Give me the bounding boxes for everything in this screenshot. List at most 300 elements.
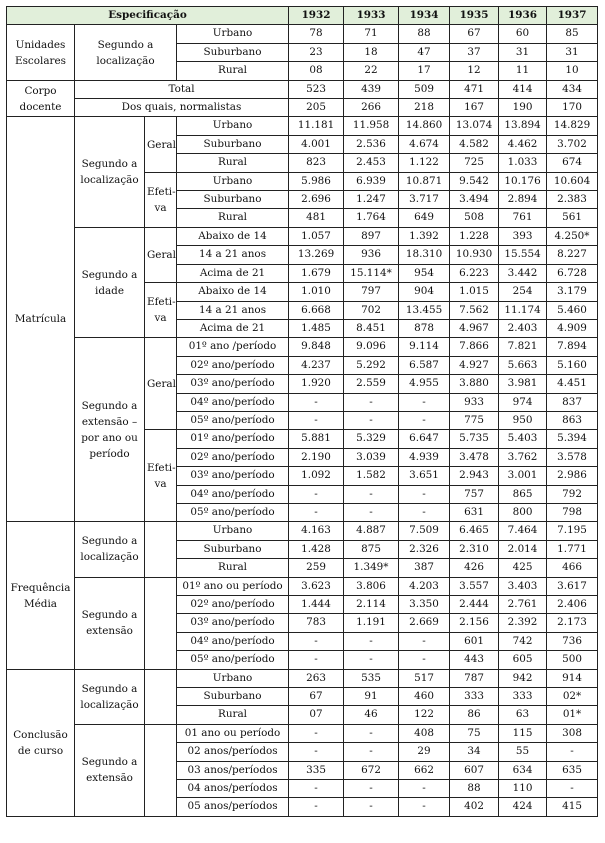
value-cell: 797: [344, 283, 399, 301]
value-cell: 2.453: [344, 154, 399, 172]
row-label: 02º ano/período: [177, 356, 289, 374]
value-cell: -: [399, 411, 450, 429]
value-cell: 07: [289, 706, 344, 724]
value-cell: 1.122: [399, 154, 450, 172]
row-label: 05 anos/períodos: [177, 798, 289, 816]
value-cell: -: [547, 780, 598, 798]
value-cell: 2.986: [547, 467, 598, 485]
value-cell: 13.269: [289, 246, 344, 264]
value-cell: 3.442: [499, 264, 547, 282]
value-cell: 67: [450, 25, 499, 43]
value-cell: -: [289, 411, 344, 429]
value-cell: 4.967: [450, 319, 499, 337]
value-cell: 914: [547, 669, 598, 687]
value-cell: 2.761: [499, 596, 547, 614]
table-row: [7, 338, 598, 356]
value-cell: 335: [289, 761, 344, 779]
value-cell: 517: [399, 669, 450, 687]
value-cell: 5.403: [499, 430, 547, 448]
value-cell: 2.014: [499, 540, 547, 558]
value-cell: 904: [399, 283, 450, 301]
header-year: 1936: [499, 7, 547, 25]
value-cell: -: [344, 393, 399, 411]
row-label: Abaixo de 14: [177, 227, 289, 245]
value-cell: 3.557: [450, 577, 499, 595]
value-cell: -: [344, 780, 399, 798]
row-label: 02 anos/períodos: [177, 743, 289, 761]
value-cell: 3.578: [547, 448, 598, 466]
value-cell: 823: [289, 154, 344, 172]
row-label: 04 anos/períodos: [177, 780, 289, 798]
value-cell: 71: [344, 25, 399, 43]
value-cell: 6.647: [399, 430, 450, 448]
value-cell: 7.821: [499, 338, 547, 356]
value-cell: 4.001: [289, 135, 344, 153]
row-label: Rural: [177, 559, 289, 577]
value-cell: 31: [547, 43, 598, 61]
value-cell: 1.247: [344, 191, 399, 209]
group-label: Segundo a extensão – por ano ou período: [75, 338, 145, 522]
value-cell: 7.894: [547, 338, 598, 356]
subgroup-label: Geral: [145, 117, 177, 172]
value-cell: 2.310: [450, 540, 499, 558]
value-cell: 308: [547, 724, 598, 742]
value-cell: 408: [399, 724, 450, 742]
value-cell: 702: [344, 301, 399, 319]
value-cell: 605: [499, 651, 547, 669]
value-cell: -: [344, 798, 399, 816]
value-cell: 414: [499, 80, 547, 98]
value-cell: 6.465: [450, 522, 499, 540]
value-cell: 1.191: [344, 614, 399, 632]
value-cell: 443: [450, 651, 499, 669]
value-cell: 1.092: [289, 467, 344, 485]
value-cell: 635: [547, 761, 598, 779]
value-cell: 6.728: [547, 264, 598, 282]
value-cell: 3.623: [289, 577, 344, 595]
row-label: 14 a 21 anos: [177, 301, 289, 319]
value-cell: 674: [547, 154, 598, 172]
value-cell: 3.403: [499, 577, 547, 595]
table-row: [7, 117, 598, 135]
section-label-matricula: Matrícula: [7, 117, 75, 522]
value-cell: 761: [499, 209, 547, 227]
row-label: 04º ano/período: [177, 632, 289, 650]
value-cell: 17: [399, 62, 450, 80]
group-gap: [145, 577, 177, 669]
value-cell: -: [289, 632, 344, 650]
value-cell: 535: [344, 669, 399, 687]
value-cell: 415: [547, 798, 598, 816]
value-cell: 4.582: [450, 135, 499, 153]
value-cell: 508: [450, 209, 499, 227]
value-cell: 460: [399, 688, 450, 706]
value-cell: 865: [499, 485, 547, 503]
subgroup-label: Geral: [145, 227, 177, 282]
value-cell: 254: [499, 283, 547, 301]
value-cell: 4.250*: [547, 227, 598, 245]
value-cell: 863: [547, 411, 598, 429]
value-cell: 01*: [547, 706, 598, 724]
row-label: Suburbano: [177, 688, 289, 706]
value-cell: 5.881: [289, 430, 344, 448]
value-cell: -: [344, 743, 399, 761]
value-cell: 10.930: [450, 246, 499, 264]
value-cell: 736: [547, 632, 598, 650]
row-label: Rural: [177, 209, 289, 227]
row-label: Acima de 21: [177, 264, 289, 282]
value-cell: 481: [289, 209, 344, 227]
value-cell: 2.406: [547, 596, 598, 614]
value-cell: 7.866: [450, 338, 499, 356]
table-row: [7, 577, 598, 595]
header-row: [7, 7, 598, 25]
header-year: 1932: [289, 7, 344, 25]
value-cell: 22: [344, 62, 399, 80]
header-year: 1934: [399, 7, 450, 25]
value-cell: 75: [450, 724, 499, 742]
value-cell: 1.920: [289, 375, 344, 393]
value-cell: 11: [499, 62, 547, 80]
value-cell: 3.001: [499, 467, 547, 485]
subgroup-label: Efeti- va: [145, 283, 177, 338]
value-cell: 8.451: [344, 319, 399, 337]
value-cell: 4.674: [399, 135, 450, 153]
value-cell: -: [399, 632, 450, 650]
value-cell: 91: [344, 688, 399, 706]
value-cell: 4.909: [547, 319, 598, 337]
section-label-unidades: Unidades Escolares: [7, 25, 75, 80]
value-cell: 2.392: [499, 614, 547, 632]
value-cell: 950: [499, 411, 547, 429]
row-label: 01 ano ou período: [177, 724, 289, 742]
value-cell: 5.735: [450, 430, 499, 448]
row-label: Rural: [177, 62, 289, 80]
value-cell: 15.114*: [344, 264, 399, 282]
row-label: Suburbano: [177, 135, 289, 153]
value-cell: -: [399, 503, 450, 521]
value-cell: 08: [289, 62, 344, 80]
value-cell: 6.668: [289, 301, 344, 319]
value-cell: 742: [499, 632, 547, 650]
value-cell: 1.392: [399, 227, 450, 245]
row-label: Suburbano: [177, 191, 289, 209]
section-label-conclusao: Conclusão de curso: [7, 669, 75, 816]
value-cell: 4.887: [344, 522, 399, 540]
value-cell: 9.848: [289, 338, 344, 356]
value-cell: -: [289, 743, 344, 761]
table-row: [7, 25, 598, 43]
value-cell: 18: [344, 43, 399, 61]
value-cell: 434: [547, 80, 598, 98]
value-cell: 55: [499, 743, 547, 761]
value-cell: 88: [450, 780, 499, 798]
group-gap: [145, 522, 177, 577]
value-cell: 471: [450, 80, 499, 98]
table-row: [7, 99, 598, 117]
value-cell: 37: [450, 43, 499, 61]
value-cell: 60: [499, 25, 547, 43]
value-cell: 6.223: [450, 264, 499, 282]
value-cell: 3.717: [399, 191, 450, 209]
table-body: [7, 25, 598, 816]
subgroup-label: Efeti- va: [145, 430, 177, 522]
value-cell: 29: [399, 743, 450, 761]
value-cell: 387: [399, 559, 450, 577]
value-cell: -: [399, 485, 450, 503]
row-label: 03º ano/período: [177, 467, 289, 485]
row-label: 03 anos/períodos: [177, 761, 289, 779]
group-gap: [145, 724, 177, 816]
row-label: 02º ano/período: [177, 596, 289, 614]
value-cell: -: [289, 485, 344, 503]
value-cell: 837: [547, 393, 598, 411]
value-cell: 1.033: [499, 154, 547, 172]
value-cell: 02*: [547, 688, 598, 706]
value-cell: 725: [450, 154, 499, 172]
value-cell: 1.771: [547, 540, 598, 558]
value-cell: -: [399, 651, 450, 669]
value-cell: 8.227: [547, 246, 598, 264]
group-label: Segundo a extensão: [75, 724, 145, 816]
row-label: Suburbano: [177, 540, 289, 558]
value-cell: 2.114: [344, 596, 399, 614]
header-year: 1935: [450, 7, 499, 25]
value-cell: 78: [289, 25, 344, 43]
value-cell: 266: [344, 99, 399, 117]
section-label-frequencia: Frequência Média: [7, 522, 75, 669]
statistics-table: [6, 6, 598, 817]
value-cell: 634: [499, 761, 547, 779]
value-cell: 14.829: [547, 117, 598, 135]
value-cell: -: [344, 724, 399, 742]
row-label: 04º ano/período: [177, 485, 289, 503]
row-label: Dos quais, normalistas: [75, 99, 289, 117]
value-cell: 13.074: [450, 117, 499, 135]
value-cell: 2.383: [547, 191, 598, 209]
group-label: Segundo a extensão: [75, 577, 145, 669]
value-cell: 218: [399, 99, 450, 117]
row-label: 02º ano/período: [177, 448, 289, 466]
value-cell: 13.455: [399, 301, 450, 319]
header-year: 1933: [344, 7, 399, 25]
value-cell: 1.679: [289, 264, 344, 282]
row-label: Total: [75, 80, 289, 98]
value-cell: 3.762: [499, 448, 547, 466]
value-cell: 1.764: [344, 209, 399, 227]
value-cell: 3.651: [399, 467, 450, 485]
value-cell: 85: [547, 25, 598, 43]
value-cell: 2.559: [344, 375, 399, 393]
value-cell: -: [344, 632, 399, 650]
value-cell: -: [399, 798, 450, 816]
value-cell: 787: [450, 669, 499, 687]
row-label: 14 a 21 anos: [177, 246, 289, 264]
value-cell: 9.096: [344, 338, 399, 356]
value-cell: 205: [289, 99, 344, 117]
value-cell: 798: [547, 503, 598, 521]
value-cell: 425: [499, 559, 547, 577]
value-cell: 649: [399, 209, 450, 227]
value-cell: 2.444: [450, 596, 499, 614]
value-cell: 1.485: [289, 319, 344, 337]
row-label: 04º ano/período: [177, 393, 289, 411]
value-cell: 5.663: [499, 356, 547, 374]
value-cell: 10.871: [399, 172, 450, 190]
value-cell: 4.163: [289, 522, 344, 540]
row-label: 01º ano ou período: [177, 577, 289, 595]
value-cell: 2.669: [399, 614, 450, 632]
value-cell: 5.160: [547, 356, 598, 374]
value-cell: 4.927: [450, 356, 499, 374]
row-label: 03º ano/período: [177, 614, 289, 632]
value-cell: 783: [289, 614, 344, 632]
value-cell: -: [289, 798, 344, 816]
value-cell: 5.986: [289, 172, 344, 190]
row-label: 05º ano/período: [177, 411, 289, 429]
value-cell: 601: [450, 632, 499, 650]
value-cell: 424: [499, 798, 547, 816]
value-cell: 9.542: [450, 172, 499, 190]
value-cell: 10: [547, 62, 598, 80]
group-gap: [145, 669, 177, 724]
group-label: Segundo a localização: [75, 25, 177, 80]
value-cell: 34: [450, 743, 499, 761]
value-cell: 561: [547, 209, 598, 227]
value-cell: 47: [399, 43, 450, 61]
value-cell: 875: [344, 540, 399, 558]
value-cell: 10.604: [547, 172, 598, 190]
row-label: Rural: [177, 706, 289, 724]
row-label: Urbano: [177, 25, 289, 43]
value-cell: 4.939: [399, 448, 450, 466]
value-cell: 3.350: [399, 596, 450, 614]
value-cell: 63: [499, 706, 547, 724]
subgroup-label: Efeti- va: [145, 172, 177, 227]
value-cell: -: [289, 503, 344, 521]
row-label: 01º ano/período: [177, 430, 289, 448]
value-cell: -: [399, 393, 450, 411]
value-cell: 933: [450, 393, 499, 411]
value-cell: -: [344, 485, 399, 503]
value-cell: 333: [499, 688, 547, 706]
value-cell: 878: [399, 319, 450, 337]
value-cell: 3.617: [547, 577, 598, 595]
value-cell: 426: [450, 559, 499, 577]
row-label: Urbano: [177, 669, 289, 687]
value-cell: -: [344, 503, 399, 521]
value-cell: 23: [289, 43, 344, 61]
value-cell: 523: [289, 80, 344, 98]
value-cell: 1.057: [289, 227, 344, 245]
value-cell: 607: [450, 761, 499, 779]
value-cell: 12: [450, 62, 499, 80]
value-cell: -: [547, 743, 598, 761]
value-cell: 7.562: [450, 301, 499, 319]
value-cell: 942: [499, 669, 547, 687]
value-cell: 757: [450, 485, 499, 503]
value-cell: 3.494: [450, 191, 499, 209]
subgroup-label: Geral: [145, 338, 177, 430]
value-cell: 897: [344, 227, 399, 245]
value-cell: 1.444: [289, 596, 344, 614]
table-row: [7, 669, 598, 687]
group-label: Segundo a idade: [75, 227, 145, 337]
value-cell: 259: [289, 559, 344, 577]
value-cell: 800: [499, 503, 547, 521]
table-row: [7, 80, 598, 98]
value-cell: 3.702: [547, 135, 598, 153]
table-row: [7, 522, 598, 540]
value-cell: -: [399, 780, 450, 798]
value-cell: 167: [450, 99, 499, 117]
row-label: 05º ano/período: [177, 503, 289, 521]
row-label: Suburbano: [177, 43, 289, 61]
section-label-corpo: Corpo docente: [7, 80, 75, 117]
value-cell: 3.039: [344, 448, 399, 466]
value-cell: 4.462: [499, 135, 547, 153]
value-cell: 190: [499, 99, 547, 117]
value-cell: 46: [344, 706, 399, 724]
value-cell: 3.179: [547, 283, 598, 301]
value-cell: 18.310: [399, 246, 450, 264]
value-cell: 792: [547, 485, 598, 503]
value-cell: 1.428: [289, 540, 344, 558]
value-cell: 2.696: [289, 191, 344, 209]
value-cell: 11.958: [344, 117, 399, 135]
value-cell: 466: [547, 559, 598, 577]
value-cell: 631: [450, 503, 499, 521]
value-cell: 2.403: [499, 319, 547, 337]
value-cell: 672: [344, 761, 399, 779]
value-cell: 2.894: [499, 191, 547, 209]
row-label: Abaixo de 14: [177, 283, 289, 301]
value-cell: 86: [450, 706, 499, 724]
value-cell: 509: [399, 80, 450, 98]
value-cell: 115: [499, 724, 547, 742]
value-cell: 5.292: [344, 356, 399, 374]
value-cell: 2.536: [344, 135, 399, 153]
row-label: Urbano: [177, 172, 289, 190]
value-cell: 1.228: [450, 227, 499, 245]
value-cell: 2.173: [547, 614, 598, 632]
value-cell: 439: [344, 80, 399, 98]
value-cell: 13.894: [499, 117, 547, 135]
value-cell: 954: [399, 264, 450, 282]
value-cell: -: [289, 724, 344, 742]
value-cell: 5.394: [547, 430, 598, 448]
value-cell: 88: [399, 25, 450, 43]
value-cell: 4.451: [547, 375, 598, 393]
value-cell: 3.981: [499, 375, 547, 393]
table-row: [7, 227, 598, 245]
value-cell: 402: [450, 798, 499, 816]
value-cell: 936: [344, 246, 399, 264]
value-cell: 1.010: [289, 283, 344, 301]
row-label: 03º ano/período: [177, 375, 289, 393]
row-label: Rural: [177, 154, 289, 172]
value-cell: 11.174: [499, 301, 547, 319]
value-cell: 14.860: [399, 117, 450, 135]
value-cell: 4.203: [399, 577, 450, 595]
value-cell: 393: [499, 227, 547, 245]
value-cell: 11.181: [289, 117, 344, 135]
value-cell: 974: [499, 393, 547, 411]
value-cell: 1.582: [344, 467, 399, 485]
group-label: Segundo a localização: [75, 669, 145, 724]
value-cell: 1.015: [450, 283, 499, 301]
value-cell: 2.156: [450, 614, 499, 632]
